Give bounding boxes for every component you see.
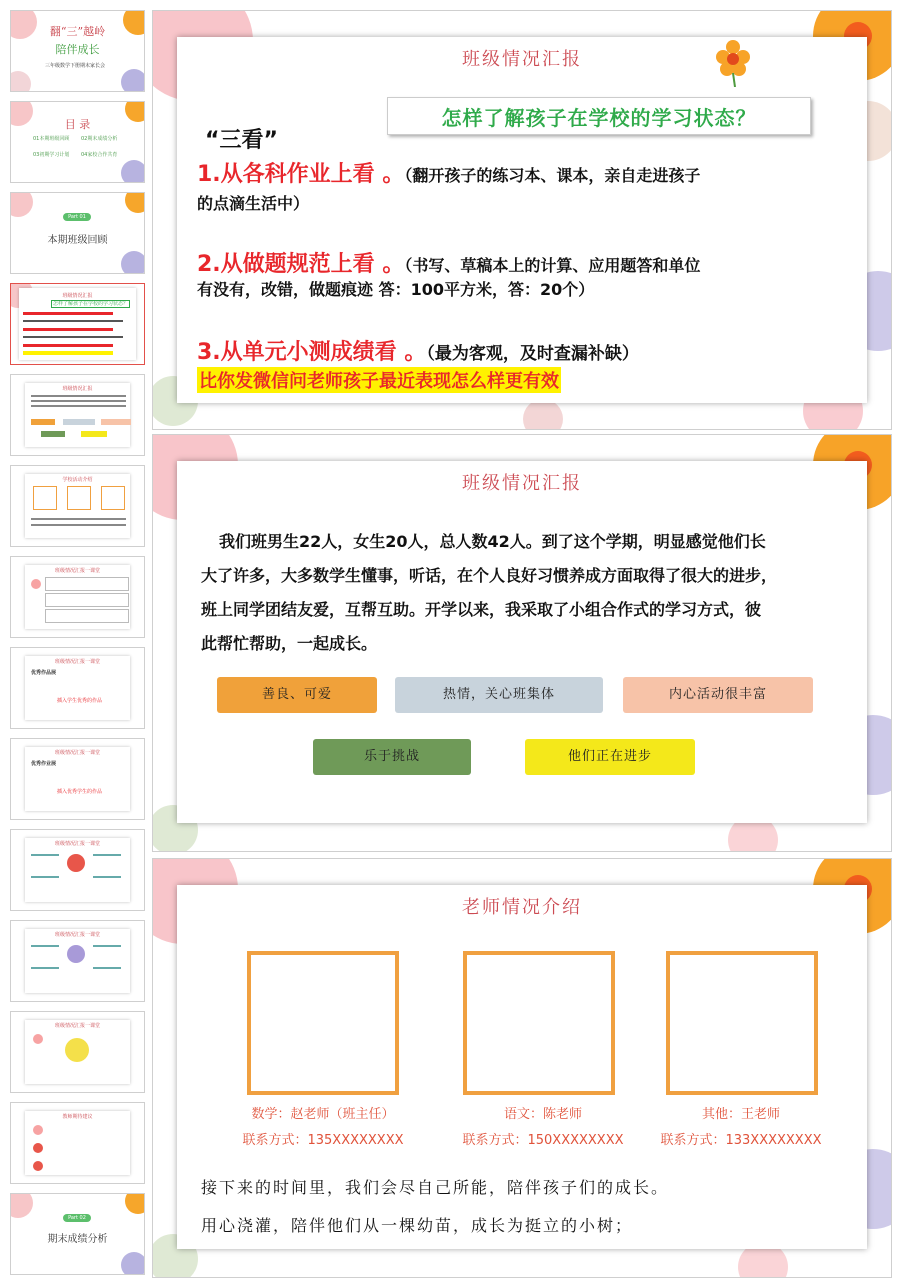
point-body-cont: 有没有，改错，做题痕迹 答：100平方米，答：20个） — [197, 280, 595, 299]
paragraph-line: 此帮忙帮助，一起成长。 — [201, 634, 378, 653]
teacher-contact: 联系方式：135XXXXXXXX — [242, 1133, 404, 1148]
thumbnail-slide-6[interactable] — [10, 465, 145, 547]
teacher-subject: 其他：王老师 — [701, 1107, 780, 1122]
teacher-subject: 语文：陈老师 — [503, 1107, 582, 1122]
thumb-title: 翻“三”越岭 — [49, 25, 106, 38]
thumbnail-slide-5[interactable] — [10, 374, 145, 456]
thumb-badge: Part 01 — [63, 213, 91, 221]
point-heading: 从做题规范上看 。 — [220, 252, 405, 277]
teacher-contact: 联系方式：133XXXXXXXX — [660, 1133, 822, 1148]
point-2 — [197, 247, 700, 278]
point-body-cont: 的点滴生活中） — [197, 194, 310, 213]
trait-tag: 热情，关心班集体 — [395, 677, 603, 713]
thumbnail-slide-14[interactable] — [10, 1193, 145, 1275]
teacher-photo-placeholder[interactable] — [463, 951, 615, 1095]
trait-tag: 乐于挑战 — [313, 739, 471, 775]
point-3 — [197, 335, 639, 366]
thumb-title: 班级情况汇报一课堂 — [54, 659, 100, 665]
question-box — [387, 97, 811, 135]
thumbnail-slide-13[interactable] — [10, 1102, 145, 1184]
thumbnail-slide-8[interactable] — [10, 647, 145, 729]
slide-title: 班级情况汇报 — [462, 49, 582, 70]
thumb-caption: 插入优秀学生的作品 — [57, 789, 103, 795]
thumb-title: 班级情况汇报一课堂 — [54, 568, 100, 574]
paragraph-line: 大了许多，大多数学生懂事，听话，在个人良好习惯养成方面取得了很大的进步， — [201, 566, 778, 585]
thumb-question: 怎样了解孩子在学校的学习状态？ — [53, 301, 129, 307]
slide-1-canvas[interactable] — [152, 10, 892, 430]
point-number: 1. — [197, 162, 221, 187]
paragraph-line: 班上同学团结友爱，互帮互助。开学以来，我采取了小组合作式的学习方式，彼 — [201, 600, 762, 619]
thumb-badge: Part 02 — [63, 1214, 91, 1222]
slide-thumbnail-panel — [0, 0, 150, 1286]
thumb-title: 班级情况汇报一课堂 — [54, 932, 100, 938]
point-body: （最为客观，及时查漏补缺） — [426, 344, 639, 364]
thumbnail-slide-10[interactable] — [10, 829, 145, 911]
thumb-title: 班级情况汇报一课堂 — [54, 1023, 100, 1029]
thumb-title: 本期班级回顾 — [47, 235, 108, 246]
point-1 — [197, 157, 700, 188]
thumb-title: 学校活动介绍 — [62, 477, 93, 483]
thumb-title: 期末成绩分析 — [47, 1234, 108, 1245]
thumbnail-slide-2[interactable] — [10, 101, 145, 183]
trait-tag: 内心活动很丰富 — [623, 677, 813, 713]
thumbnail-slide-3[interactable] — [10, 192, 145, 274]
section-heading: “三看” — [205, 128, 278, 153]
thumbnail-slide-9[interactable] — [10, 738, 145, 820]
point-number: 3. — [197, 340, 221, 365]
thumb-item: 03初期学习计划 — [33, 152, 70, 158]
thumb-item: 02期末成绩分析 — [81, 136, 118, 142]
thumb-title: 班级情况汇报一课堂 — [54, 750, 100, 756]
teacher-subject: 数学：赵老师（班主任） — [251, 1107, 395, 1122]
highlight-note: 比你发微信问老师孩子最近表现怎么样更有效 — [197, 367, 561, 393]
point-body: （翻开孩子的练习本、课本，亲自走进孩子 — [404, 166, 701, 185]
flower-icon — [711, 37, 755, 87]
slide-3-canvas[interactable] — [152, 858, 892, 1278]
thumbnail-slide-4-active[interactable] — [10, 283, 145, 365]
teacher-contact: 联系方式：150XXXXXXXX — [462, 1133, 624, 1148]
thumb-item: 01本期班级回顾 — [33, 136, 70, 142]
trait-tag: 善良、可爱 — [217, 677, 377, 713]
thumbnail-slide-12[interactable] — [10, 1011, 145, 1093]
thumb-subtitle: 陪伴成长 — [55, 43, 100, 56]
point-heading: 从单元小测成绩看 。 — [220, 340, 427, 365]
thumb-heading: 优秀作品展 — [31, 670, 57, 676]
thumbnail-slide-1[interactable] — [10, 10, 145, 92]
class-description — [201, 525, 851, 661]
thumb-title: 班级情况汇报 — [62, 293, 93, 299]
point-body: （书写、草稿本上的计算、应用题答和单位 — [404, 256, 701, 275]
thumb-title: 教师期待建议 — [62, 1114, 93, 1120]
teacher-photo-placeholder[interactable] — [247, 951, 399, 1095]
trait-tag: 他们正在进步 — [525, 739, 695, 775]
thumb-caption: 插入学生优秀的作品 — [57, 698, 103, 704]
point-number: 2. — [197, 252, 221, 277]
question-text: 怎样了解孩子在学校的学习状态？ — [441, 106, 757, 130]
slide-title: 班级情况汇报 — [462, 473, 582, 494]
thumb-title: 目 录 — [64, 118, 91, 131]
thumbnail-slide-11[interactable] — [10, 920, 145, 1002]
thumb-caption: 三年级数学下册期末家长会 — [45, 63, 106, 69]
thumb-title: 班级情况汇报 — [62, 386, 93, 392]
thumb-item: 04家校合作共育 — [81, 152, 118, 158]
paragraph-line: 我们班男生22人，女生20人，总人数42人。到了这个学期，明显感觉他们长 — [219, 532, 766, 551]
slide-2-canvas[interactable] — [152, 434, 892, 852]
thumb-title: 班级情况汇报一课堂 — [54, 841, 100, 847]
thumbnail-slide-7[interactable] — [10, 556, 145, 638]
closing-line: 接下来的时间里，我们会尽自己所能，陪伴孩子们的成长。 — [201, 1178, 670, 1197]
closing-line: 用心浇灌，陪伴他们从一棵幼苗，成长为挺立的小树； — [201, 1216, 634, 1235]
thumb-heading: 优秀作业展 — [31, 761, 57, 767]
teacher-photo-placeholder[interactable] — [666, 951, 818, 1095]
point-heading: 从各科作业上看 。 — [220, 162, 405, 187]
slide-title: 老师情况介绍 — [462, 897, 582, 918]
